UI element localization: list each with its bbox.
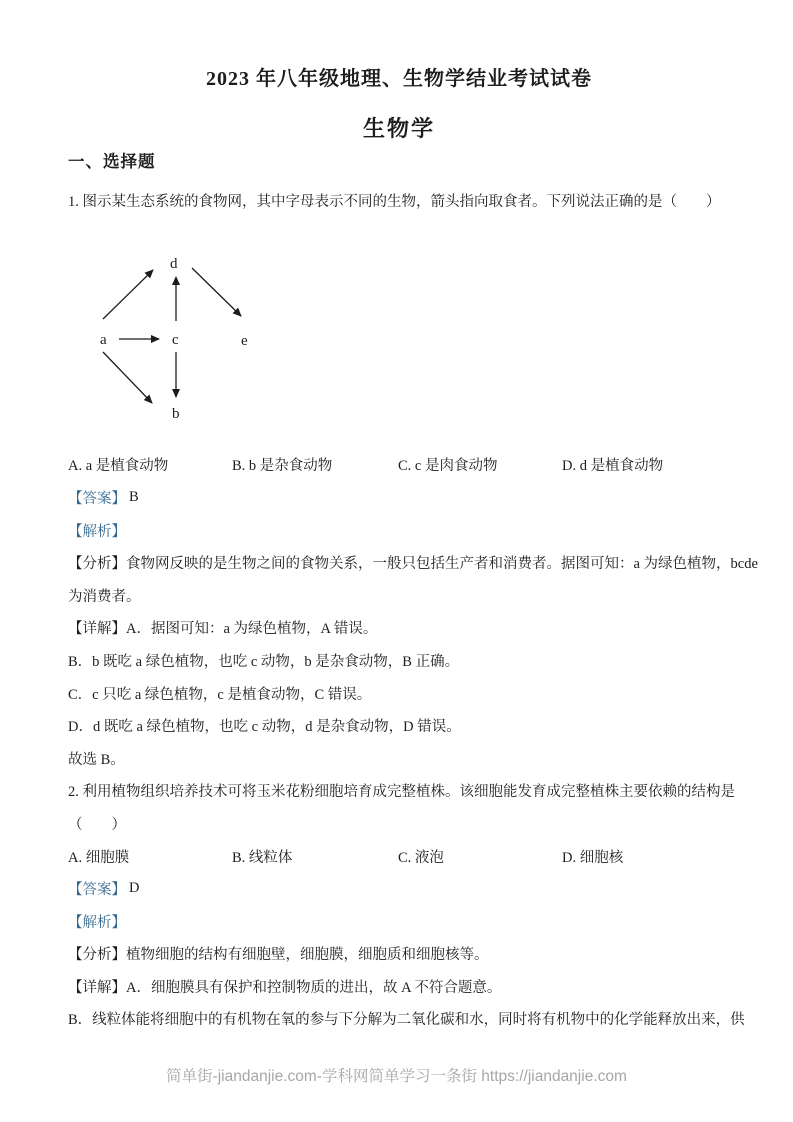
q2-option-b: B. 线粒体 xyxy=(232,849,293,866)
q1-options-row xyxy=(68,449,730,482)
edge-a-b xyxy=(103,352,152,403)
q2-answer-line xyxy=(68,872,730,905)
q1-detail-line-3: C．c 只吃 a 绿色植物，c 是植食动物，C 错误。 xyxy=(68,686,372,703)
node-label-c: c xyxy=(172,331,179,348)
q2-analysis-line: 【分析】植物细胞的结构有细胞壁，细胞膜，细胞质和细胞核等。 xyxy=(68,947,489,964)
section-heading: 一、选择题 xyxy=(68,152,156,171)
explain-label: 【解析】 xyxy=(68,914,126,931)
node-label-e: e xyxy=(241,332,248,349)
q1-answer-value: B xyxy=(129,488,139,505)
q1-option-c: C. c 是肉食动物 xyxy=(398,458,498,475)
q2-option-d: D. 细胞核 xyxy=(562,849,624,866)
q1-analysis-line-1: 【分析】食物网反映的是生物之间的食物关系，一般只包括生产者和消费者。据图可知：a 为绿色植物，bcde xyxy=(68,556,758,573)
edge-a-d xyxy=(103,270,153,319)
q1-analysis-line-2: 为消费者。 xyxy=(68,588,141,605)
q1-detail-line-1: 【详解】A．据图可知：a 为绿色植物，A 错误。 xyxy=(68,621,378,638)
node-label-d: d xyxy=(170,255,178,272)
q1-detail-line-2: B．b 既吃 a 绿色植物，也吃 c 动物，b 是杂食动物，B 正确。 xyxy=(68,653,460,670)
q1-detail-line-4: D．d 既吃 a 绿色植物，也吃 c 动物，d 是杂食动物，D 错误。 xyxy=(68,719,461,736)
answer-label: 【答案】 xyxy=(68,490,126,507)
q1-conclusion: 故选 B。 xyxy=(68,751,125,768)
watermark-footer: 简单街-jiandanjie.com-学科网简单学习一条街 https://jiandanjie.com xyxy=(166,1068,627,1086)
q1-option-d: D. d 是植食动物 xyxy=(562,458,664,475)
food-web-diagram xyxy=(85,249,730,425)
q2-detail-line-2: B．线粒体能将细胞中的有机物在氧的参与下分解为二氧化碳和水，同时将有机物中的化学能释放出来，供 xyxy=(68,1012,745,1029)
q1-answer-line xyxy=(68,481,730,514)
q1-stem: 1. 图示某生态系统的食物网，其中字母表示不同的生物，箭头指向取食者。下列说法正确的是（ ） xyxy=(68,193,721,210)
q2-option-c: C. 液泡 xyxy=(398,849,444,866)
q2-answer-value: D xyxy=(129,880,140,897)
q2-explain-line xyxy=(68,905,730,938)
q2-stem-line-1: 2. 利用植物组织培养技术可将玉米花粉细胞培育成完整植株。该细胞能发育成完整植株主要依赖的结构是 xyxy=(68,784,735,801)
q2-stem-line-2: （ ） xyxy=(68,816,126,833)
q1-option-a: A. a 是植食动物 xyxy=(68,458,169,475)
subject-title: 生物学 xyxy=(362,116,435,141)
q1-explain-line xyxy=(68,514,730,547)
page-title: 2023 年八年级地理、生物学结业考试试卷 xyxy=(206,68,592,90)
q2-option-a: A. 细胞膜 xyxy=(68,849,130,866)
explain-label: 【解析】 xyxy=(68,523,126,540)
q2-detail-line-1: 【详解】A．细胞膜具有保护和控制物质的进出，故 A 不符合题意。 xyxy=(68,979,502,996)
edge-d-e xyxy=(192,268,241,316)
answer-label: 【答案】 xyxy=(68,882,126,899)
exam-page xyxy=(68,62,758,1035)
q2-options-row xyxy=(68,840,730,873)
node-label-a: a xyxy=(100,331,107,348)
node-label-b: b xyxy=(172,405,180,422)
q1-option-b: B. b 是杂食动物 xyxy=(232,458,333,475)
food-web-svg xyxy=(85,249,291,425)
